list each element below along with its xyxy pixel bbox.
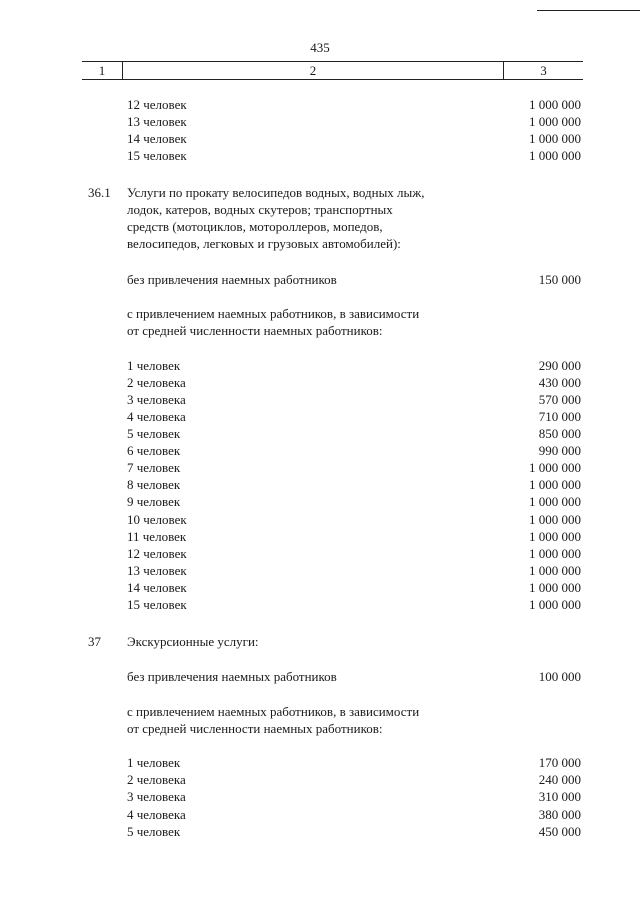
row-label: 13 человек (127, 114, 187, 129)
row-label: 2 человека (127, 772, 186, 787)
section-title-line: велосипедов, легковых и грузовых автомобилей): (127, 236, 401, 251)
row-label: 13 человек (127, 563, 187, 578)
without-workers-label: без привлечения наемных работников (127, 272, 337, 287)
section-title-line: Услуги по прокату велосипедов водных, водных лыж, (127, 185, 425, 200)
row-value: 1 000 000 (529, 114, 581, 129)
row-value: 1 000 000 (529, 580, 581, 595)
row-value: 1 000 000 (529, 477, 581, 492)
row-value: 310 000 (538, 789, 581, 804)
row-label: 3 человека (127, 789, 186, 804)
row-label: 1 человек (127, 755, 181, 770)
row-label: 2 человека (127, 375, 186, 390)
row-value: 1 000 000 (529, 460, 581, 475)
row-label: 9 человек (127, 494, 181, 509)
row-label: 6 человек (127, 443, 181, 458)
row-label: 11 человек (127, 529, 187, 544)
row-value: 450 000 (538, 824, 581, 839)
column-header-3: 3 (540, 63, 547, 78)
row-value: 240 000 (538, 772, 581, 787)
row-label: 12 человек (127, 97, 187, 112)
row-value: 290 000 (538, 358, 581, 373)
row-value: 1 000 000 (529, 597, 581, 612)
row-value: 1 000 000 (529, 546, 581, 561)
row-value: 380 000 (538, 807, 581, 822)
row-label: 3 человека (127, 392, 186, 407)
row-label: 15 человек (127, 148, 187, 163)
row-label: 15 человек (127, 597, 187, 612)
row-value: 1 000 000 (529, 563, 581, 578)
row-value: 1 000 000 (529, 148, 581, 163)
with-workers-line: от средней численности наемных работников: (127, 323, 383, 338)
row-label: 5 человек (127, 824, 181, 839)
row-label: 4 человека (127, 409, 186, 424)
row-value: 430 000 (538, 375, 581, 390)
row-label: 14 человек (127, 131, 187, 146)
top-edge-rule (537, 10, 640, 11)
row-label: 1 человек (127, 358, 181, 373)
with-workers-line: с привлечением наемных работников, в зависимости (127, 704, 420, 719)
row-label: 12 человек (127, 546, 187, 561)
row-value: 570 000 (538, 392, 581, 407)
without-workers-label: без привлечения наемных работников (127, 669, 337, 684)
row-value: 1 000 000 (529, 131, 581, 146)
row-value: 710 000 (538, 409, 581, 424)
section-title-line: средств (мотоциклов, мотороллеров, мопедов, (127, 219, 383, 234)
row-value: 1 000 000 (529, 512, 581, 527)
with-workers-line: от средней численности наемных работников: (127, 721, 383, 736)
row-value: 990 000 (538, 443, 581, 458)
without-workers-value: 150 000 (538, 272, 581, 287)
without-workers-value: 100 000 (538, 669, 581, 684)
column-header-row (82, 61, 583, 80)
page-number: 435 (310, 40, 330, 55)
with-workers-line: с привлечением наемных работников, в зависимости (127, 306, 420, 321)
section-number: 36.1 (88, 185, 111, 200)
row-label: 10 человек (127, 512, 187, 527)
row-label: 14 человек (127, 580, 187, 595)
section-title-line: Экскурсионные услуги: (127, 634, 259, 649)
row-label: 4 человека (127, 807, 186, 822)
row-value: 1 000 000 (529, 97, 581, 112)
row-label: 5 человек (127, 426, 181, 441)
row-value: 170 000 (538, 755, 581, 770)
column-header-2: 2 (309, 63, 317, 78)
section-number: 37 (88, 634, 101, 649)
row-label: 8 человек (127, 477, 181, 492)
section-title-line: лодок, катеров, водных скутеров; транспортных (127, 202, 393, 217)
column-header-1: 1 (98, 63, 106, 78)
row-value: 1 000 000 (529, 494, 581, 509)
row-value: 1 000 000 (529, 529, 581, 544)
row-value: 850 000 (538, 426, 581, 441)
row-label: 7 человек (127, 460, 181, 475)
